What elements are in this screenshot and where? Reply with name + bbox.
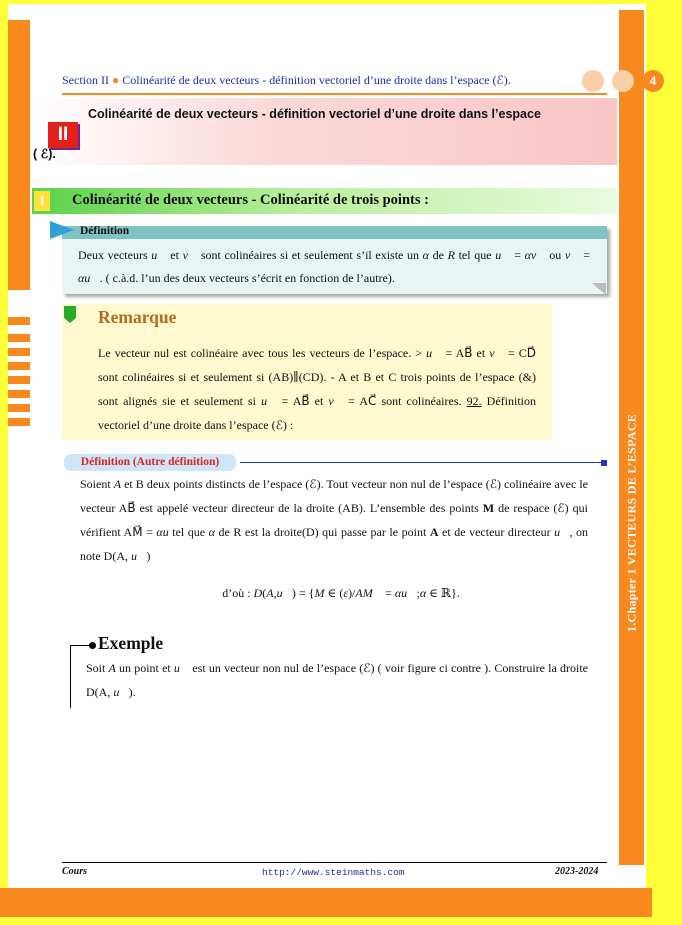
example-text: Soit A un point et u⃗ est un vecteur non nul de l’espace (ℰ) ( voir figure ci contre ). Construire la droite D(A, u⃗). xyxy=(86,661,589,699)
left-bar-stripe xyxy=(8,418,30,426)
footer-year: 2023-2024 xyxy=(555,866,599,877)
subsection-title: Colinéarité de deux vecteurs - Colinéarité de trois points : xyxy=(72,192,429,208)
left-bar-stripe xyxy=(8,376,30,384)
header-circle-decoration xyxy=(612,70,634,92)
left-margin-bars xyxy=(8,20,30,640)
remark-title: Remarque xyxy=(98,307,177,327)
left-bar-stripe xyxy=(8,404,30,412)
left-bar-solid xyxy=(8,20,30,290)
page-number: 4 xyxy=(642,70,664,92)
page-fold-corner xyxy=(592,283,606,295)
example-title: Exemple xyxy=(98,633,164,653)
bullet-dot-icon: ● xyxy=(112,73,120,87)
section-title-continued: ( ℰ). xyxy=(33,147,56,161)
header-circle-decoration xyxy=(582,70,604,92)
header-section-label: Section II xyxy=(62,73,109,87)
definition-header-bar xyxy=(62,226,607,239)
left-bar-stripe xyxy=(8,348,30,356)
header-title: Colinéarité de deux vecteurs - définition vectoriel d’une droite dans l’espace (ℰ). xyxy=(122,73,511,87)
alt-definition-rule xyxy=(240,462,605,463)
subsection-badge: I xyxy=(34,191,50,211)
alt-definition-label: Définition (Autre définition) xyxy=(64,454,236,471)
footer-url-link[interactable]: http://www.steinmaths.com xyxy=(262,867,405,878)
chapter-side-tab-label: 1.Chapter 1 VECTEURS DE L’ESPACE xyxy=(624,413,638,633)
section-title: Colinéarité de deux vecteurs - définition vectoriel d’une droite dans l’espace xyxy=(88,107,541,121)
arrow-right-icon xyxy=(50,221,74,239)
line-definition-formula: d’où : D(A,u⃗) = {M ∈ (ε)/AM⃗ = αu⃗;α ∈ ℝ}. xyxy=(222,586,460,600)
bullet-dot-icon xyxy=(89,642,96,649)
left-bar-stripe xyxy=(8,334,30,342)
rule-end-square xyxy=(601,460,607,466)
section-badge: II xyxy=(48,122,78,148)
left-bar-stripe xyxy=(8,362,30,370)
definition-label: Définition xyxy=(80,225,130,237)
bottom-band xyxy=(0,888,652,917)
left-bar-stripe xyxy=(8,317,30,325)
remark-text: Le vecteur nul est colinéaire avec tous les vecteurs de l’espace. > u⃗ = AB⃗ et v⃗ = CD⃗ sont colinéaires si et seulement si (AB)∥(CD). - A et B et C trois points de l’espace (&) sont alignés sie et seulement si u⃗ = AB⃗ et v⃗ = AC⃗ sont colinéaires. 92. Définition vectoriel d’une droite dans l’espace (ℰ) : xyxy=(98,346,537,432)
left-bar-stripe xyxy=(8,390,30,398)
footer-left: Cours xyxy=(62,866,88,877)
running-header xyxy=(62,70,657,92)
footer-rule xyxy=(62,862,607,863)
alt-definition-text: Soient A et B deux points distincts de l’espace (ℰ). Tout vecteur non nul de l’espace (ℰ) colinéaire avec le vecteur AB⃗ est appelé vecteur directeur de la droite (AB). L’ensemble des points M de respace (ℰ) qui vérifient AM⃗ = αu tel que α de R est la droite(D) qui passe par le point A et de vecteur directeur u⃗, on note D(A, u⃗) xyxy=(80,477,588,563)
header-rule xyxy=(62,93,607,95)
definition-text: Deux vecteurs u⃗ et v⃗ sont colinéaires si et seulement s’il existe un α de R tel que u⃗ = αv⃗ ou v⃗ = αu⃗. ( c.à.d. l’un des deux vecteurs s’écrit en fonction de l’autre). xyxy=(78,248,590,285)
